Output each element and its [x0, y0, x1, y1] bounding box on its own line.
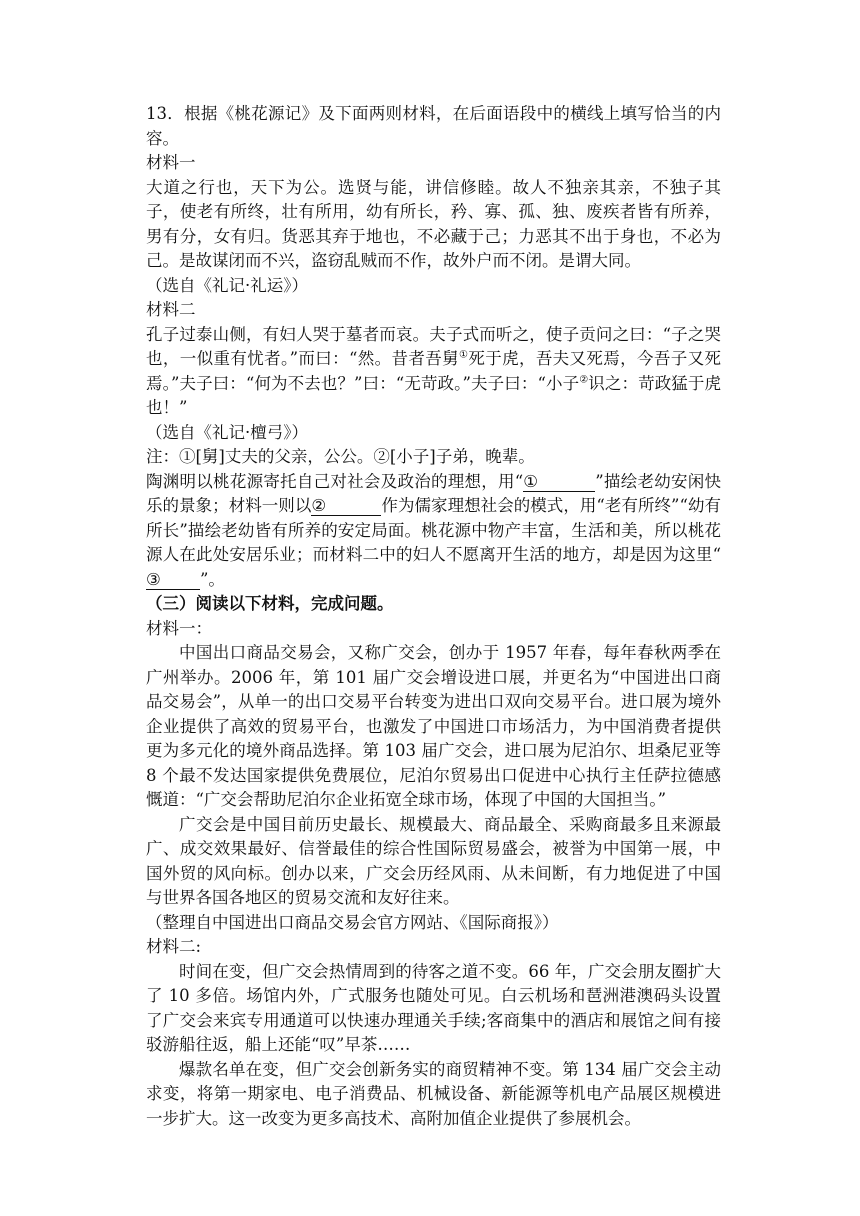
blank-2[interactable]: ②: [311, 497, 381, 516]
material-2-source: （选自《礼记·檀弓》）: [146, 422, 308, 442]
blank-3[interactable]: ③: [146, 571, 200, 590]
fill-text-d: ”。: [200, 569, 225, 589]
material-2-text-a: 孔子过泰山侧，有妇人哭于墓者而哀。夫子式而听之，使子贡问之曰：“子之哭也，一似重有忧者。”而曰：“然。昔者吾舅: [146, 324, 721, 368]
fill-text-c: 作为儒家理想社会的模式，用“老有所终”“幼有所长”描绘老幼皆有所养的安定局面。桃花源中物产丰富，生活和美，所以桃花源人在此处安居乐业；而材料二中的妇人不愿离开生活的地方，却是因为这里“: [146, 496, 722, 564]
annotation-note: 注：①[舅]丈夫的父亲，公公。②[小子]子弟，晚辈。: [146, 447, 535, 466]
section-3-material-2-paragraph-1: 时间在变，但广交会热情周到的待客之道不变。66 年，广交会朋友圈扩大了 10 多倍。场馆内外，广式服务也随处可见。白云机场和琶洲港澳码头设置了广交会来宾专用通道可以快速办理通关手续;客商集中的酒店和展馆之间有接驳游船往返，船上还能“叹”早茶……: [146, 961, 721, 1054]
material-2-text-b: 死于虎，吾夫又死焉，今吾子又死焉。”夫子曰：“何为不去也？”曰：“无苛政。”夫子曰：“小子: [146, 349, 722, 393]
footnote-marker-1: ①: [459, 349, 469, 361]
material-2-text: [146, 323, 721, 421]
material-1-source: （选自《礼记·礼运》）: [146, 275, 308, 295]
section-3-material-1-source: （整理自中国进出口商品交易会官方网站、《国际商报》）: [146, 912, 559, 932]
fill-text-a: 陶渊明以桃花源寄托自己对社会及政治的理想，用“: [146, 471, 524, 491]
fill-in-paragraph: [146, 470, 721, 593]
fill-text-b: ”描绘老幼安闲快乐的景象；材料一则以: [146, 471, 722, 515]
section-3-material-1-label: 材料一：: [146, 618, 212, 638]
material-2-label: 材料二: [146, 300, 196, 319]
document-body: [146, 102, 721, 1131]
footnote-marker-2: ②: [579, 374, 589, 385]
section-3-heading: （三）阅读以下材料，完成问题。: [146, 594, 394, 613]
section-3-material-2-paragraph-2: 爆款名单在变，但广交会创新务实的商贸精神不变。第 134 届广交会主动求变，将第一期家电、电子消费品、机械设备、新能源等机电产品展区规模进一步扩大。这一改变为更多高技术、高附加值企业提供了参展机会。: [146, 1059, 721, 1128]
question-13-stem: 13．根据《桃花源记》及下面两则材料，在后面语段中的横线上填写恰当的内容。: [146, 104, 721, 148]
material-1-text: 大道之行也，天下为公。选贤与能，讲信修睦。故人不独亲其亲，不独子其子，使老有所终，壮有所用，幼有所长，矜、寡、孤、独、废疾者皆有所养，男有分，女有归。货恶其弃于地也，不必藏于己；力恶其不出于身也，不必为己。是故谋闭而不兴，盗窃乱贼而不作，故外户而不闭。是谓大同。: [146, 177, 721, 270]
section-3-material-1-paragraph-1: 中国出口商品交易会，又称广交会，创办于 1957 年春，每年春秋两季在广州举办。2006 年，第 101 届广交会增设进口展，并更名为“中国进出口商品交易会”，从单一的出口交易平台转变为进出口双向交易平台。进口展为境外企业提供了高效的贸易平台，也激发了中国进口市场活力，为中国消费者提供更为多元化的境外商品选择。第 103 届广交会，进口展为尼泊尔、坦桑尼亚等 8 个最不发达国家提供免费展位，尼泊尔贸易出口促进中心执行主任萨拉德感慨道：“广交会帮助尼泊尔企业拓宽全球市场，体现了中国的大国担当。”: [146, 643, 721, 809]
blank-1[interactable]: ①: [523, 473, 595, 492]
section-3-material-1-paragraph-2: 广交会是中国目前历史最长、规模最大、商品最全、采购商最多且来源最广、成交效果最好、信誉最佳的综合性国际贸易盛会，被誉为中国第一展，中国外贸的风向标。创办以来，广交会历经风雨、从未间断，有力地促进了中国与世界各国各地区的贸易交流和友好往来。: [146, 814, 721, 907]
material-2-text-c: 识之：苛政猛于虎也！”: [146, 373, 722, 417]
material-1-label: 材料一: [146, 153, 196, 172]
section-3-material-2-label: 材料二:: [146, 937, 202, 956]
